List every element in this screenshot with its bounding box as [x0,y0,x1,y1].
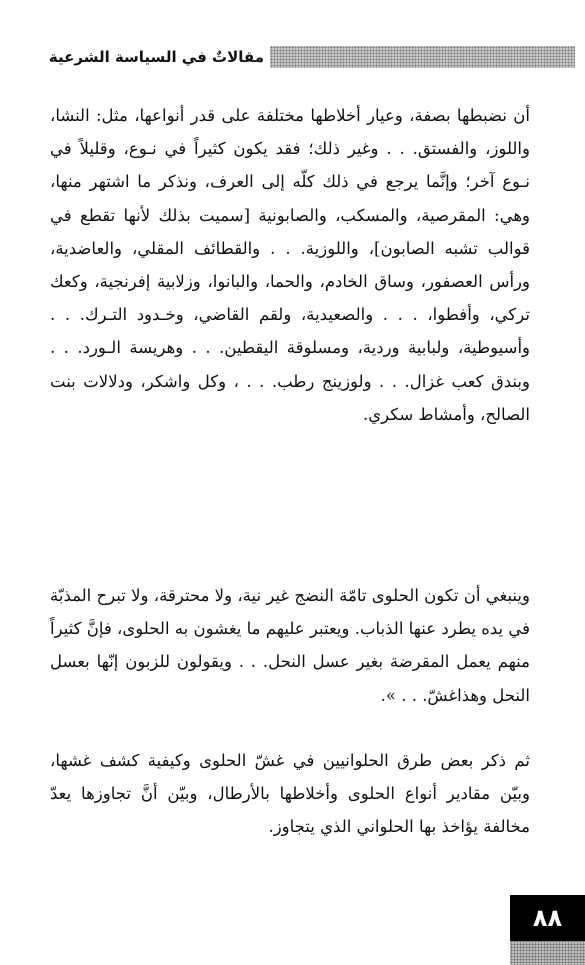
running-header [48,42,575,72]
page-number: ٨٨ [510,895,585,941]
header-decorative-bar [270,46,575,68]
body-paragraph-3: ثم ذكر بعض طرق الحلوانيين في غشّ الحلوى وكيفية كشف غشها، وبيّن مقادير أنواع الحلوى وأخلاطها بالأرطال، وبيّن أنَّ تجاوزها يعدّ مخالفة يؤاخذ بها الحلواني الذي يتجاوز. [50,751,530,837]
page-number-box [510,895,585,965]
body-paragraph-1: أن نضبطها بصفة، وعيار أخلاطها مختلفة على قدر أنواعها، مثل: النشا، واللوز، والفستق. . . وغير ذلك؛ فقد يكون كثيراً في نـوع، وقليلاً في نـوع آخر؛ وإنَّما يرجع في ذلك كلّه إلى العرف، ونذكر ما اشتهر منها، وهي: المقرصية، والمسكب، والصابونية [سميت بذلك لأنها تقطع في قوالب تشبه الصابون]، واللوزية. . . والقطائف المقلي، والعاضدية، ورأس العصفور، وساق الخادم، والحما، والبانوا، وزلابية إفرنجية، وكعك تركي، وأفطوا، . . . والصعيدية، ولقم القاضي، وخـدود التـرك. . . وأسيوطية، ولبابية وردية، ومسلوقة اليقطين. . . وهريسة الـورد. . . وبندق كعب غزال. . . ولوزينج رطب. . . ، وكل واشكر، ودلالات بنت الصالح، وأمشاط سكري. [50,106,530,424]
body-paragraph-2: وينبغي أن تكون الحلوى تامّة النضج غير نية، ولا محترقة، ولا تبرح المذبّة في يده يطرد عنها الذباب. ويعتبر عليهم ما يغشون به الحلوى، فإنَّ كثيراً منهم يعمل المقرضة بغير عسل النحل. . . ويقولون للزبون إنّها بعسل النحل وهذاغشّ. . . ». [50,586,530,705]
running-header-title: مقالاتٌ في السياسة الشرعية [48,48,264,66]
